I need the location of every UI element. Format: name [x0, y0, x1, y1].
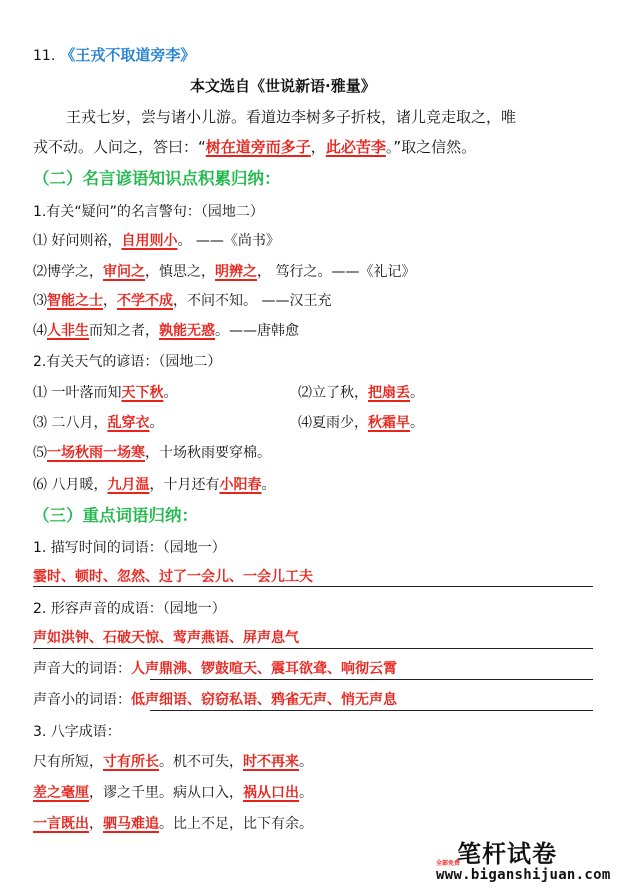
- answer: 审问之: [103, 264, 145, 280]
- passage-line-1: 王戎七岁，尝与诸小儿游。看道边李树多子折枝，诸儿竞走取之，唯: [66, 108, 517, 126]
- answer: 九月温: [107, 477, 150, 493]
- answer: 智能之士: [47, 293, 103, 309]
- answer: 把扇丢: [368, 385, 410, 401]
- answer: 不学不成: [117, 293, 173, 309]
- answer: 明辨之: [215, 264, 257, 280]
- idiom-line: 差之毫厘，谬之千里。病从口入，祸从口出。: [33, 785, 313, 801]
- idiom-line: 一言既出，驷马难追。比上不足，比下有余。: [33, 816, 313, 832]
- proverb-line: ⑵立了秋，把扇丢。: [298, 385, 424, 401]
- answer: 乱穿衣: [107, 415, 150, 431]
- answer: 小阳春: [219, 477, 262, 493]
- subheading: 1. 描写时间的词语：（园地一）: [33, 540, 226, 556]
- item-number: 11.: [33, 48, 56, 64]
- item-heading: [33, 47, 195, 63]
- answer: 差之毫厘: [33, 785, 89, 801]
- section-heading-3: （三）重点词语归纳：: [33, 506, 198, 525]
- proverb-line: ⑸一场秋雨一场寒，十场秋雨要穿棉。: [33, 445, 271, 461]
- answer: 低声细语、窃窃私语、鸦雀无声、悄无声息: [131, 692, 397, 708]
- watermark-tag: 全部免费: [436, 860, 461, 867]
- answer: 声如洪钟、石破天惊、莺声燕语、屏声息气: [33, 630, 299, 646]
- answer-line: [33, 631, 299, 645]
- divider: [33, 648, 593, 649]
- answer: 秋霜早: [368, 415, 410, 431]
- passage-line-2: 戎不动。人问之，答曰：“树在道旁而多子，此必苦李。”取之信然。: [33, 138, 477, 156]
- answer: 寸有所长: [103, 754, 159, 770]
- quote-line: ⑴ 好问则裕，自用则小。 ——《尚书》: [33, 233, 280, 249]
- subheading: 2. 形容声音的成语：（园地一）: [33, 601, 226, 617]
- watermark-url: www.biganshijuan.com: [436, 867, 611, 883]
- answer: 人声鼎沸、锣鼓喧天、震耳欲聋、响彻云霄: [131, 661, 397, 677]
- quote-line: ⑷人非生而知之者，孰能无惑。——唐韩愈: [33, 323, 299, 339]
- answer: 孰能无惑: [159, 323, 215, 339]
- answer: 此必苦李: [325, 138, 386, 156]
- answer: 人非生: [47, 323, 89, 339]
- answer-line: [33, 570, 313, 584]
- answer: 一言既出: [33, 816, 89, 832]
- answer: 祸从口出: [243, 785, 299, 801]
- divider: [150, 679, 593, 680]
- proverb-line: ⑷夏雨少，秋霜早。: [298, 415, 424, 431]
- idiom-line: 尺有所短，寸有所长。机不可失，时不再来。: [33, 754, 313, 770]
- answer: 时不再来: [243, 754, 299, 770]
- answer: 一场秋雨一场寒: [47, 445, 145, 461]
- section-heading-2: （二）名言谚语知识点积累归纳：: [33, 169, 281, 188]
- proverb-line: ⑶ 二八月，乱穿衣。: [33, 415, 164, 431]
- watermark-logo: 笔杆试卷: [457, 840, 557, 868]
- answer: 天下秋: [121, 385, 164, 401]
- subheading: 2.有关天气的谚语：（园地二）: [33, 354, 222, 370]
- answer: 驷马难追: [103, 816, 159, 832]
- answer: 霎时、顿时、忽然、过了一会儿、一会儿工夫: [33, 569, 313, 585]
- quote-line: ⑶智能之士，不学不成，不问不知。 ——汉王充: [33, 293, 332, 309]
- divider: [33, 586, 593, 587]
- quote-line: ⑵博学之，审问之，慎思之，明辨之， 笃行之。——《礼记》: [33, 264, 416, 280]
- answer-line: 声音大的词语：人声鼎沸、锣鼓喧天、震耳欲聋、响彻云霄: [33, 661, 397, 677]
- subheading: 1.有关“疑问”的名言警句：（园地二）: [33, 204, 264, 220]
- answer: 自用则小: [121, 233, 178, 249]
- source-line: 本文选自《世说新语·雅量》: [190, 77, 376, 95]
- answer-line: 声音小的词语：低声细语、窃窃私语、鸦雀无声、悄无声息: [33, 692, 397, 708]
- proverb-line: ⑹ 八月暖，九月温，十月还有小阳春。: [33, 477, 276, 493]
- item-title: 《王戎不取道旁李》: [60, 46, 196, 64]
- proverb-line: ⑴ 一叶落而知天下秋。: [33, 385, 178, 401]
- subheading: 3. 八字成语：: [33, 724, 121, 740]
- answer: 树在道旁而多子: [205, 138, 311, 156]
- divider: [150, 710, 593, 711]
